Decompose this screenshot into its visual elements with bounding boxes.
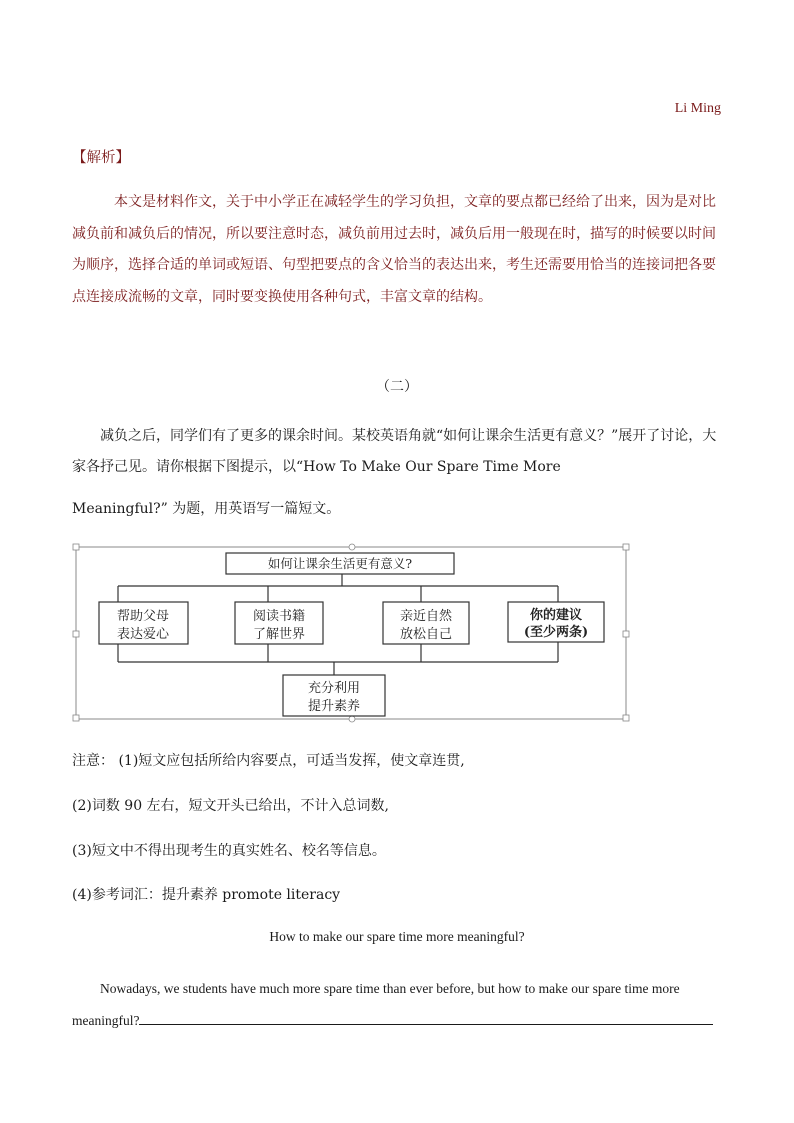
bottom-line2: 提升素养 [307, 699, 361, 714]
box3-line2: 放松自己 [399, 627, 453, 642]
frame-handle [73, 715, 79, 721]
section-number: （二） [376, 379, 418, 395]
essay-opening-text: Nowadays, we students have much more spare time than ever before, but how to make our spare time more meaningful? [72, 981, 680, 1028]
bottom-line1: 充分利用 [307, 681, 361, 696]
task-prompt-continued: Meaningful?” 为题，用英语写一篇短文。 [72, 501, 341, 517]
box1-line1: 帮助父母 [116, 609, 170, 624]
box3-line1: 亲近自然 [399, 609, 453, 624]
task-prompt: 减负之后，同学们有了更多的课余时间。某校英语角就“如何让课余生活更有意义？”展开了讨论，大家各抒己见。请你根据下图提示，以“How To Make Our Spare Time More [72, 428, 717, 475]
frame-handle [623, 631, 629, 637]
essay-title: How to make our spare time more meaningful? [269, 929, 525, 944]
box1-line2: 表达爱心 [116, 627, 170, 642]
author-signature: Li Ming [674, 101, 721, 116]
frame-handle [349, 544, 355, 550]
note-2: (2)词数 90 左右，短文开头已给出，不计入总词数, [72, 798, 389, 814]
answer-blank-line[interactable] [139, 1008, 713, 1025]
box2-line2: 了解世界 [252, 627, 306, 642]
frame-handle [73, 631, 79, 637]
note-4: (4)参考词汇：提升素养 promote literacy [72, 887, 341, 903]
diagram-top-label: 如何让课余生活更有意义? [267, 556, 413, 571]
box4-line2: (至少两条) [523, 625, 589, 640]
frame-handle [623, 544, 629, 550]
box2-line1: 阅读书籍 [252, 609, 306, 624]
analysis-paragraph: 本文是材料作文，关于中小学正在减轻学生的学习负担，文章的要点都已经给了出来，因为是对比减负前和减负后的情况，所以要注意时态，减负前用过去时，减负后用一般现在时，描写的时候要以时间为顺序，选择合适的单词或短语、句型把要点的含义恰当的表达出来，考生还需要用恰当的连接词把各要点连接成流畅的文章，同时要变换使用各种句式，丰富文章的结构。 [72, 194, 716, 305]
analysis-heading: 【解析】 [72, 150, 130, 166]
frame-handle [623, 715, 629, 721]
topic-diagram [72, 543, 632, 725]
note-1: 注意： (1)短文应包括所给内容要点，可适当发挥，使文章连贯, [72, 753, 465, 769]
frame-handle [349, 716, 355, 722]
frame-handle [73, 544, 79, 550]
note-3: (3)短文中不得出现考生的真实姓名、校名等信息。 [72, 843, 386, 859]
essay-opening [72, 973, 722, 1037]
box4-line1: 你的建议 [529, 608, 583, 623]
